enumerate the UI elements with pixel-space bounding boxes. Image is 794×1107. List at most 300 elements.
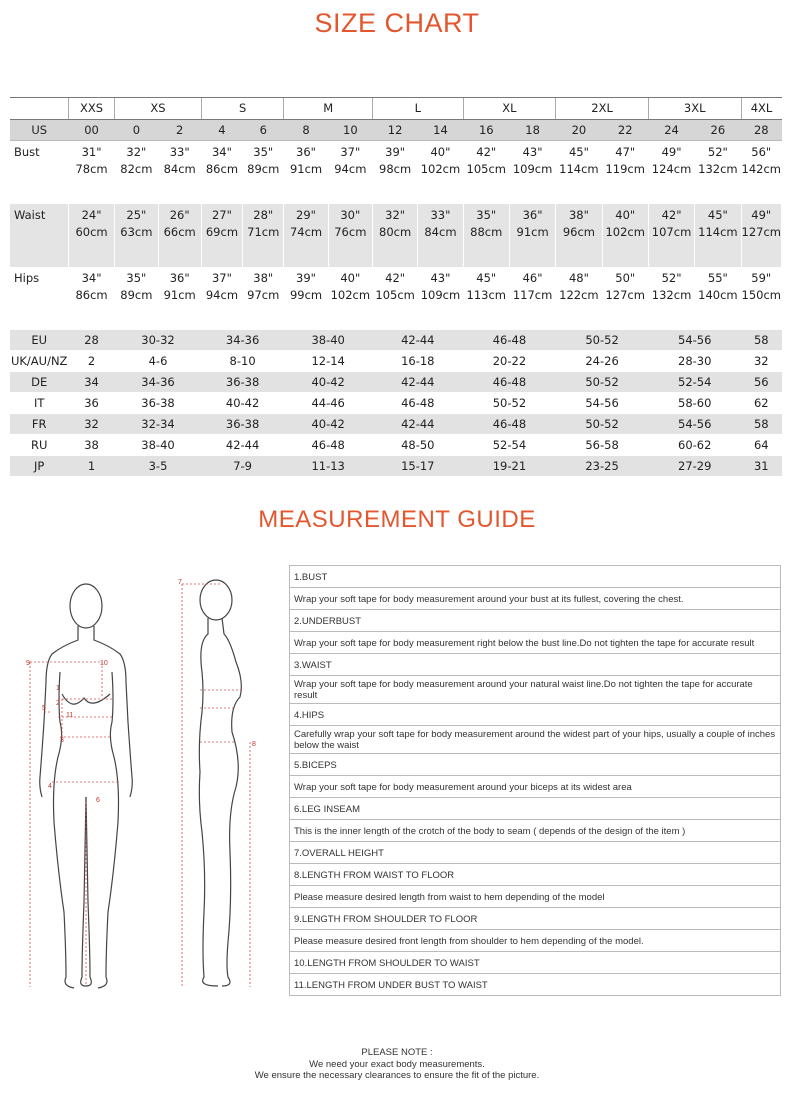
- measurement-cell: [602, 141, 648, 205]
- guide-heading: 2.UNDERBUST: [290, 610, 781, 632]
- size-group-s: S: [201, 98, 284, 120]
- region-size-cell: 24-26: [556, 351, 649, 372]
- region-size-cell: 20-22: [463, 351, 556, 372]
- cm-value: 127cm: [741, 225, 782, 239]
- guide-heading: 3.WAIST: [290, 654, 781, 676]
- cm-value: 96cm: [562, 225, 595, 239]
- region-size-cell: 28-30: [648, 351, 741, 372]
- size-group-l: L: [372, 98, 463, 120]
- region-size-cell: 54-56: [648, 330, 741, 351]
- region-size-cell: 56-58: [556, 435, 649, 456]
- measurement-cell: [648, 267, 694, 330]
- measurement-cell: [741, 141, 781, 205]
- inch-value: 35": [476, 208, 497, 222]
- size-group-2xl: 2XL: [556, 98, 649, 120]
- measurement-cell: [284, 204, 328, 267]
- inch-value: 59": [751, 271, 772, 285]
- region-size-cell: 16-18: [372, 351, 463, 372]
- region-size-cell: 46-48: [372, 393, 463, 414]
- inch-value: 28": [253, 208, 274, 222]
- cm-value: 97cm: [247, 288, 280, 302]
- size-group-3xl: 3XL: [648, 98, 741, 120]
- measurement-cell: [328, 204, 372, 267]
- label-10: 10: [100, 660, 108, 667]
- guide-heading-row: [290, 908, 781, 930]
- label-5: 5: [42, 705, 46, 712]
- guide-heading-row: [290, 566, 781, 588]
- us-size-cell: 14: [418, 120, 463, 141]
- measurement-cell: [463, 141, 509, 205]
- region-size-cell: 4-6: [115, 351, 202, 372]
- region-size-cell: 34: [68, 372, 114, 393]
- measurement-cell: [372, 204, 417, 267]
- size-chart-title: SIZE CHART: [314, 8, 480, 38]
- region-size-cell: 60-62: [648, 435, 741, 456]
- measurement-cell: [418, 204, 463, 267]
- cm-value: 88cm: [470, 225, 503, 239]
- inch-value: 37": [340, 145, 361, 159]
- region-size-cell: 12-14: [284, 351, 373, 372]
- region-size-cell: 27-29: [648, 456, 741, 477]
- region-size-cell: 36-38: [115, 393, 202, 414]
- cm-value: 66cm: [163, 225, 196, 239]
- size-group-xl: XL: [463, 98, 556, 120]
- cm-value: 94cm: [334, 162, 367, 176]
- region-size-cell: 42-44: [372, 330, 463, 351]
- region-size-cell: 31: [741, 456, 781, 477]
- inch-value: 39": [385, 145, 406, 159]
- guide-heading: 7.OVERALL HEIGHT: [290, 842, 781, 864]
- region-row-fr: [10, 414, 782, 435]
- cm-value: 91cm: [289, 162, 323, 176]
- cm-value: 113cm: [466, 288, 506, 302]
- us-size-cell: 16: [463, 120, 509, 141]
- measurement-cell: [372, 141, 417, 205]
- inch-value: 52": [661, 271, 682, 285]
- row-label: EU: [10, 330, 68, 351]
- inch-value: 56": [751, 145, 772, 159]
- region-size-cell: 50-52: [556, 330, 649, 351]
- inch-value: 24": [81, 208, 102, 222]
- label-2: 2: [56, 700, 60, 707]
- note-line-1: We need your exact body measurements.: [309, 1058, 485, 1070]
- note-line-2: We ensure the necessary clearances to ensure the fit of the picture.: [254, 1070, 540, 1081]
- label-7: 7: [178, 579, 182, 586]
- side-guide-lines: [182, 584, 250, 987]
- guide-heading-row: [290, 864, 781, 886]
- measurement-cell: [115, 204, 158, 267]
- region-row-it: [10, 393, 782, 414]
- region-size-cell: 42-44: [201, 435, 284, 456]
- region-size-cell: 32: [68, 414, 114, 435]
- row-label: FR: [10, 414, 68, 435]
- inch-value: 34": [211, 145, 232, 159]
- inch-value: 38": [568, 208, 589, 222]
- row-label: UK/AU/NZ: [10, 351, 68, 372]
- region-size-cell: 34-36: [115, 372, 202, 393]
- inch-value: 47": [615, 145, 636, 159]
- inch-value: 45": [707, 208, 728, 222]
- region-size-cell: 3-5: [115, 456, 202, 477]
- size-group-xs: XS: [115, 98, 202, 120]
- region-size-cell: 38-40: [284, 330, 373, 351]
- cm-value: 127cm: [605, 288, 645, 302]
- measurement-cell: [284, 267, 328, 330]
- inch-value: 29": [296, 208, 316, 222]
- guide-description: Wrap your soft tape for body measurement around your bust at its fullest, covering the chest.: [290, 588, 781, 610]
- region-row-eu: [10, 330, 782, 351]
- cm-value: 102cm: [605, 225, 645, 239]
- inch-value: 40": [615, 208, 636, 222]
- region-size-cell: 42-44: [372, 414, 463, 435]
- measurement-cell: [556, 204, 602, 267]
- region-size-cell: 11-13: [284, 456, 373, 477]
- region-size-cell: 36-38: [201, 414, 284, 435]
- guide-description-row: [290, 676, 781, 704]
- measurement-guide-table: [289, 565, 781, 996]
- measurement-cell: [201, 267, 242, 330]
- region-size-cell: 62: [741, 393, 781, 414]
- region-size-cell: 2: [68, 351, 114, 372]
- region-size-cell: 56: [741, 372, 781, 393]
- measurement-cell: [648, 204, 694, 267]
- region-size-cell: 50-52: [463, 393, 556, 414]
- inch-value: 40": [430, 145, 451, 159]
- region-size-cell: 46-48: [463, 414, 556, 435]
- guide-heading: 11.LENGTH FROM UNDER BUST TO WAIST: [290, 974, 781, 996]
- region-size-cell: 54-56: [648, 414, 741, 435]
- region-size-cell: 32: [741, 351, 781, 372]
- measurement-row-waist: [10, 204, 782, 267]
- please-note: [0, 1047, 794, 1082]
- region-row-uk-au-nz: [10, 351, 782, 372]
- guide-description: Wrap your soft tape for body measurement around your natural waist line.Do not tighten the tape for accurate result: [290, 676, 781, 704]
- cm-value: 84cm: [424, 225, 457, 239]
- region-size-cell: 38: [68, 435, 114, 456]
- us-size-cell: 26: [695, 120, 741, 141]
- cm-value: 140cm: [698, 288, 738, 302]
- region-size-cell: 46-48: [463, 330, 556, 351]
- inch-value: 37": [211, 271, 232, 285]
- inch-value: 30": [340, 208, 361, 222]
- measurement-cell: [158, 141, 201, 205]
- measurement-cell: [418, 267, 463, 330]
- measurement-cell: [243, 141, 284, 205]
- side-figure: [199, 580, 241, 986]
- label-6: 6: [96, 797, 100, 804]
- measurement-cell: [556, 141, 602, 205]
- cm-value: 102cm: [420, 162, 461, 176]
- inch-value: 49": [661, 145, 682, 159]
- guide-description: Carefully wrap your soft tape for body measurement around the widest part of your hips, usually a couple of inches below the waist: [290, 726, 781, 754]
- measurement-cell: [463, 267, 509, 330]
- cm-value: 71cm: [247, 225, 280, 239]
- region-size-cell: 44-46: [284, 393, 373, 414]
- inch-value: 32": [385, 208, 406, 222]
- measurement-cell: [741, 267, 781, 330]
- corner-cell: [10, 98, 68, 120]
- guide-heading: 5.BICEPS: [290, 754, 781, 776]
- cm-value: 89cm: [247, 162, 280, 176]
- cm-value: 105cm: [466, 162, 506, 176]
- row-label: Waist: [10, 204, 68, 267]
- body-measurement-figures: [22, 572, 272, 1002]
- guide-description-row: [290, 726, 781, 754]
- inch-value: 48": [568, 271, 589, 285]
- cm-value: 91cm: [516, 225, 549, 239]
- region-size-cell: 40-42: [284, 372, 373, 393]
- inch-value: 43": [430, 271, 451, 285]
- front-figure-numbers: [26, 660, 108, 804]
- inch-value: 45": [568, 145, 589, 159]
- size-chart-table: [10, 97, 782, 477]
- region-size-cell: 58: [741, 330, 781, 351]
- inch-value: 36": [169, 271, 190, 285]
- us-size-cell: 6: [243, 120, 284, 141]
- cm-value: 78cm: [75, 162, 108, 176]
- measurement-cell: [509, 267, 555, 330]
- us-size-cell: 20: [556, 120, 602, 141]
- inch-value: 45": [476, 271, 497, 285]
- inch-value: 36": [522, 208, 543, 222]
- inch-value: 40": [340, 271, 361, 285]
- measurement-cell: [158, 204, 201, 267]
- cm-value: 98cm: [379, 162, 412, 176]
- region-size-cell: 36-38: [201, 372, 284, 393]
- cm-value: 114cm: [698, 225, 738, 239]
- region-size-cell: 54-56: [556, 393, 649, 414]
- guide-description-row: [290, 886, 781, 908]
- us-size-cell: 10: [328, 120, 372, 141]
- measurement-cell: [68, 267, 114, 330]
- region-size-cell: 64: [741, 435, 781, 456]
- label-4: 4: [48, 783, 52, 790]
- us-size-cell: 0: [115, 120, 158, 141]
- measurement-cell: [68, 141, 114, 205]
- us-size-cell: 22: [602, 120, 648, 141]
- cm-value: 114cm: [559, 162, 599, 176]
- region-size-cell: 40-42: [284, 414, 373, 435]
- guide-heading-row: [290, 842, 781, 864]
- region-size-cell: 30-32: [115, 330, 202, 351]
- inch-value: 46": [522, 271, 543, 285]
- cm-value: 76cm: [334, 225, 367, 239]
- guide-description: Wrap your soft tape for body measurement right below the bust line.Do not tighten the tape for accurate result: [290, 632, 781, 654]
- region-size-cell: 52-54: [648, 372, 741, 393]
- guide-heading-row: [290, 610, 781, 632]
- guide-description-row: [290, 632, 781, 654]
- measurement-cell: [741, 204, 781, 267]
- inch-value: 31": [81, 145, 102, 159]
- cm-value: 80cm: [379, 225, 412, 239]
- measurement-cell: [201, 204, 242, 267]
- inch-value: 39": [296, 271, 316, 285]
- inch-value: 35": [126, 271, 147, 285]
- cm-value: 142cm: [741, 162, 782, 176]
- cm-value: 99cm: [289, 288, 323, 302]
- measurement-cell: [556, 267, 602, 330]
- cm-value: 89cm: [120, 288, 153, 302]
- inch-value: 43": [522, 145, 543, 159]
- guide-heading: 8.LENGTH FROM WAIST TO FLOOR: [290, 864, 781, 886]
- cm-value: 124cm: [651, 162, 692, 176]
- region-size-cell: 7-9: [201, 456, 284, 477]
- region-row-jp: [10, 456, 782, 477]
- region-size-cell: 34-36: [201, 330, 284, 351]
- measurement-cell: [68, 204, 114, 267]
- row-label: Hips: [10, 267, 68, 330]
- cm-value: 150cm: [741, 288, 782, 302]
- region-size-cell: 32-34: [115, 414, 202, 435]
- label-9: 9: [26, 660, 30, 667]
- inch-value: 33": [430, 208, 451, 222]
- us-size-cell: 8: [284, 120, 328, 141]
- inch-value: 50": [615, 271, 636, 285]
- inch-value: 38": [253, 271, 274, 285]
- us-size-cell: 12: [372, 120, 417, 141]
- measurement-cell: [648, 141, 694, 205]
- side-figure-numbers: [178, 579, 256, 748]
- region-size-cell: 28: [68, 330, 114, 351]
- guide-description-row: [290, 588, 781, 610]
- region-size-cell: 1: [68, 456, 114, 477]
- cm-value: 82cm: [120, 162, 153, 176]
- us-size-cell: 4: [201, 120, 242, 141]
- guide-heading: 4.HIPS: [290, 704, 781, 726]
- measurement-cell: [158, 267, 201, 330]
- cm-value: 94cm: [205, 288, 239, 302]
- row-label: US: [10, 120, 68, 141]
- guide-description-row: [290, 820, 781, 842]
- label-1: 1: [56, 685, 60, 692]
- region-size-cell: 40-42: [201, 393, 284, 414]
- cm-value: 63cm: [120, 225, 153, 239]
- measurement-cell: [115, 141, 158, 205]
- inch-value: 35": [253, 145, 274, 159]
- region-size-cell: 46-48: [463, 372, 556, 393]
- region-size-cell: 42-44: [372, 372, 463, 393]
- cm-value: 132cm: [651, 288, 692, 302]
- cm-value: 117cm: [512, 288, 553, 302]
- cm-value: 109cm: [512, 162, 553, 176]
- inch-value: 42": [385, 271, 406, 285]
- region-size-cell: 19-21: [463, 456, 556, 477]
- row-label: Bust: [10, 141, 68, 205]
- measurement-cell: [328, 267, 372, 330]
- measurement-cell: [372, 267, 417, 330]
- measurement-cell: [115, 267, 158, 330]
- guide-description: This is the inner length of the crotch of the body to seam ( depends of the design of the item ): [290, 820, 781, 842]
- inch-value: 36": [296, 145, 316, 159]
- cm-value: 91cm: [163, 288, 196, 302]
- inch-value: 26": [169, 208, 190, 222]
- guide-heading-row: [290, 754, 781, 776]
- size-group-xxs: XXS: [68, 98, 114, 120]
- measurement-cell: [509, 141, 555, 205]
- inch-value: 42": [476, 145, 497, 159]
- cm-value: 74cm: [289, 225, 323, 239]
- region-size-cell: 38-40: [115, 435, 202, 456]
- label-8: 8: [252, 741, 256, 748]
- cm-value: 109cm: [420, 288, 461, 302]
- guide-heading-row: [290, 952, 781, 974]
- inch-value: 25": [126, 208, 147, 222]
- inch-value: 32": [126, 145, 147, 159]
- guide-heading-row: [290, 654, 781, 676]
- inch-value: 34": [81, 271, 102, 285]
- cm-value: 86cm: [75, 288, 108, 302]
- inch-value: 49": [751, 208, 772, 222]
- region-size-cell: 58: [741, 414, 781, 435]
- region-size-cell: 46-48: [284, 435, 373, 456]
- cm-value: 69cm: [205, 225, 239, 239]
- inch-value: 27": [211, 208, 232, 222]
- region-size-cell: 48-50: [372, 435, 463, 456]
- measurement-cell: [463, 204, 509, 267]
- row-label: IT: [10, 393, 68, 414]
- size-group-m: M: [284, 98, 373, 120]
- us-size-cell: 28: [741, 120, 781, 141]
- region-row-de: [10, 372, 782, 393]
- label-11: 11: [66, 712, 74, 719]
- guide-description: Please measure desired front length from shoulder to hem depending of the model.: [290, 930, 781, 952]
- measurement-cell: [509, 204, 555, 267]
- region-size-cell: 50-52: [556, 414, 649, 435]
- label-3: 3: [60, 737, 64, 744]
- measurement-cell: [328, 141, 372, 205]
- measurement-cell: [243, 204, 284, 267]
- guide-description-row: [290, 930, 781, 952]
- measurement-cell: [602, 204, 648, 267]
- region-size-cell: 15-17: [372, 456, 463, 477]
- us-size-cell: 24: [648, 120, 694, 141]
- guide-heading: 1.BUST: [290, 566, 781, 588]
- region-size-cell: 50-52: [556, 372, 649, 393]
- measurement-cell: [284, 141, 328, 205]
- inch-value: 42": [661, 208, 682, 222]
- guide-heading: 6.LEG INSEAM: [290, 798, 781, 820]
- us-size-cell: 00: [68, 120, 114, 141]
- cm-value: 84cm: [163, 162, 196, 176]
- guide-description-row: [290, 776, 781, 798]
- measurement-cell: [243, 267, 284, 330]
- measurement-guide-title: MEASUREMENT GUIDE: [258, 506, 536, 533]
- cm-value: 60cm: [75, 225, 108, 239]
- inch-value: 33": [169, 145, 190, 159]
- region-size-cell: 36: [68, 393, 114, 414]
- guide-heading-row: [290, 974, 781, 996]
- guide-heading: 10.LENGTH FROM SHOULDER TO WAIST: [290, 952, 781, 974]
- row-label: RU: [10, 435, 68, 456]
- guide-description: Wrap your soft tape for body measurement around your biceps at its widest area: [290, 776, 781, 798]
- region-size-cell: 8-10: [201, 351, 284, 372]
- size-group-row: [10, 98, 782, 120]
- guide-description: Please measure desired length from waist to hem depending of the model: [290, 886, 781, 908]
- measurement-cell: [695, 204, 741, 267]
- region-size-cell: 58-60: [648, 393, 741, 414]
- region-row-ru: [10, 435, 782, 456]
- us-size-row: [10, 120, 782, 141]
- cm-value: 107cm: [651, 225, 692, 239]
- measurement-row-hips: [10, 267, 782, 330]
- us-size-cell: 18: [509, 120, 555, 141]
- cm-value: 119cm: [605, 162, 645, 176]
- guide-heading: 9.LENGTH FROM SHOULDER TO FLOOR: [290, 908, 781, 930]
- row-label: DE: [10, 372, 68, 393]
- cm-value: 105cm: [375, 288, 415, 302]
- note-heading: PLEASE NOTE :: [361, 1047, 433, 1058]
- size-group-4xl: 4XL: [741, 98, 781, 120]
